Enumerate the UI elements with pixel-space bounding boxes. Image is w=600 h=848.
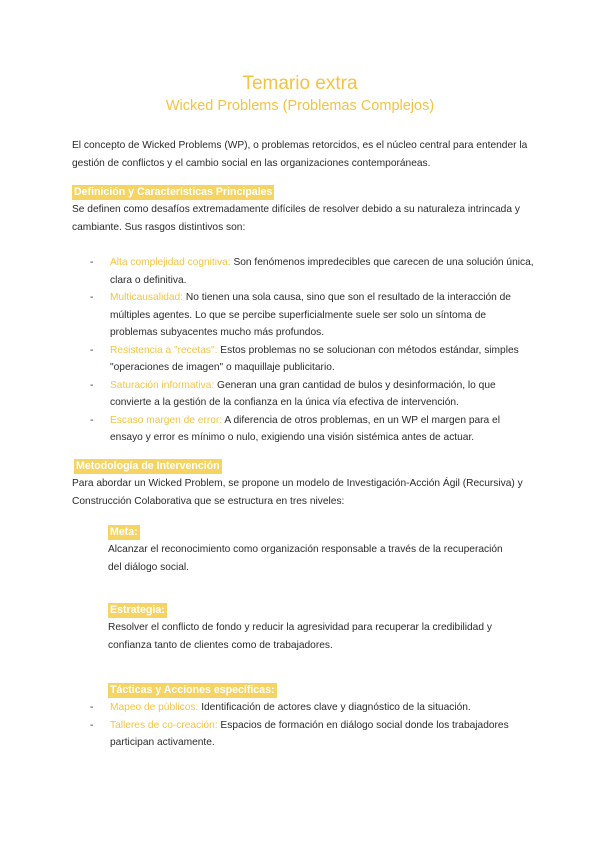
- dash-bullet: -: [90, 257, 94, 268]
- list-item-text: Son fenómenos impredecibles que carecen de una solución única, clara o definitiva.: [110, 257, 534, 286]
- tacticas-list: [90, 699, 520, 752]
- list-item-term: Talleres de co-creación:: [110, 719, 218, 731]
- dash-bullet: -: [90, 344, 94, 356]
- dash-bullet: -: [90, 292, 94, 303]
- list-item: [90, 717, 520, 752]
- list-item: [90, 254, 535, 289]
- dash-bullet: -: [90, 379, 94, 391]
- dash-bullet: -: [90, 719, 94, 731]
- section2-paragraph: Para abordar un Wicked Problem, se propone un modelo de Investigación-Acción Ágil (Recursiva) y Construcción Colaborativa que se estructura en tres niveles:: [72, 478, 523, 507]
- list-item-text: No tienen una sola causa, sino que son el resultado de la interacción de múltiples agentes. Lo que se percibe superficialmente suele ser solo un síntoma de problemas subyacentes mucho más profundos.: [110, 292, 511, 338]
- estrategia-paragraph: Resolver el conflicto de fondo y reducir la agresividad para recuperar la credibilidad y confianza tanto de clientes como de trabajadores.: [108, 622, 492, 651]
- list-item-text: Espacios de formación en diálogo social donde los trabajadores participan activamente.: [110, 719, 509, 748]
- meta-paragraph: Alcanzar el reconocimiento como organización responsable a través de la recuperación del diálogo social.: [108, 544, 503, 573]
- list-item-term: Multicausalidad:: [110, 292, 184, 303]
- section-heading-metodologia: Metodología de Intervención: [76, 460, 220, 472]
- list-item: [90, 377, 535, 412]
- list-item-term: Mapeo de públicos:: [110, 702, 199, 713]
- section-heading-definicion: Definición y Características Principales: [74, 186, 273, 198]
- section1-paragraph: Se definen como desafíos extremadamente difíciles de resolver debido a su naturaleza intrincada y cambiante. Sus rasgos distintivos son:: [72, 204, 520, 233]
- page-subtitle: Wicked Problems (Problemas Complejos): [165, 98, 435, 114]
- list-item-term: Resistencia a "recetas":: [110, 344, 218, 356]
- list-item: [90, 289, 535, 342]
- list-item: [90, 342, 535, 377]
- characteristics-list: [90, 254, 535, 447]
- list-item-text: Estos problemas no se solucionan con métodos estándar, simples "operaciones de imagen" o maquillaje publicitario.: [110, 344, 519, 373]
- intro-paragraph: El concepto de Wicked Problems (WP), o problemas retorcidos, es el núcleo central para entender la gestión de conflictos y el cambio social en las organizaciones contemporáneas.: [72, 140, 528, 169]
- list-item: [90, 699, 520, 717]
- estrategia-heading: Estrategia:: [110, 604, 165, 616]
- list-item-text: Generan una gran cantidad de bulos y desinformación, lo que convierte a la gestión de la confianza en la única vía efectiva de intervención.: [110, 379, 496, 408]
- dash-bullet: -: [90, 702, 94, 713]
- list-item: [90, 412, 535, 447]
- list-item-term: Escaso margen de error:: [110, 414, 223, 426]
- page-title: Temario extra: [242, 73, 358, 94]
- list-item-term: Saturación informativa:: [110, 379, 215, 391]
- list-item-term: Alta complejidad cognitiva:: [110, 257, 231, 268]
- dash-bullet: -: [90, 414, 94, 426]
- meta-heading: Meta:: [110, 526, 138, 538]
- tacticas-heading: Tácticas y Acciones específicas:: [110, 684, 275, 696]
- list-item-text: Identificación de actores clave y diagnóstico de la situación.: [198, 702, 471, 713]
- list-item-text: A diferencia de otros problemas, en un WP el margen para el ensayo y error es mínimo o nulo, exigiendo una visión sistémica antes de actuar.: [110, 414, 500, 443]
